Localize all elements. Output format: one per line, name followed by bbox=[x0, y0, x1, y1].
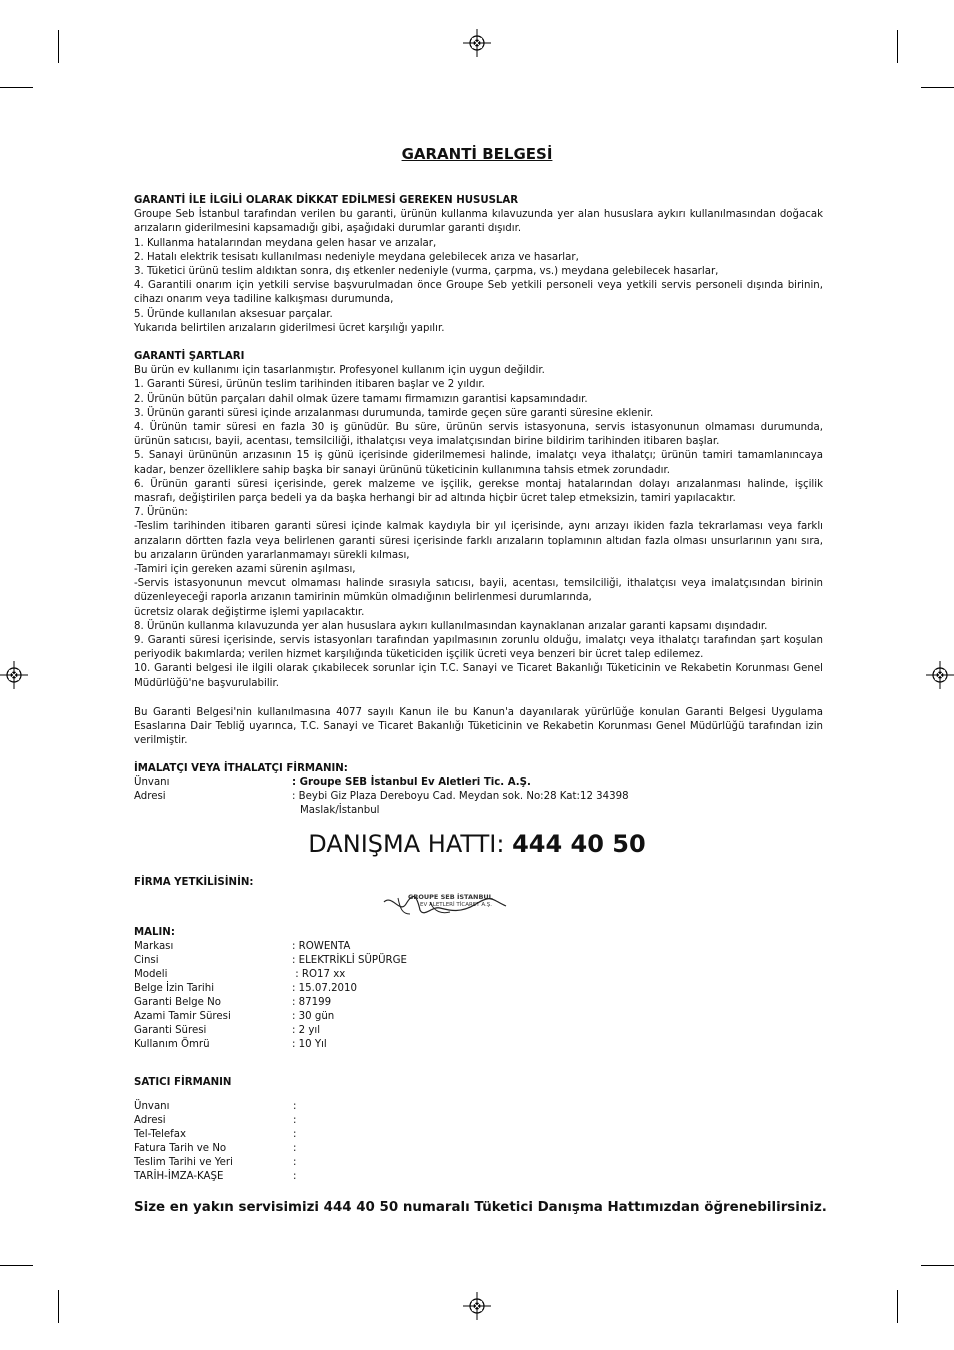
product-row bbox=[134, 1038, 534, 1052]
field-value: : Beybi Giz Plaza Dereboyu Cad. Meydan sok. No:28 Kat:12 34398 bbox=[292, 791, 629, 802]
registration-mark-icon bbox=[0, 661, 28, 689]
section-heading: GARANTİ İLE İLGİLİ OLARAK DİKKAT EDİLMESİ GEREKEN HUSUSLAR bbox=[134, 195, 519, 206]
seller-row bbox=[134, 1142, 534, 1156]
paragraph-line: 2. Ürünün bütün parçaları dahil olmak üzere tamamı firmamızın garantisi kapsamındadır. bbox=[134, 393, 588, 405]
field-label: Ünvanı bbox=[134, 777, 170, 788]
paragraph-line: -Tamiri için gereken azami sürenin aşılması, bbox=[134, 564, 356, 576]
field-label: Garanti Süresi bbox=[134, 1025, 207, 1036]
field-label: Adresi bbox=[134, 1115, 166, 1126]
crop-mark bbox=[0, 1265, 33, 1266]
field-value: : 10 Yıl bbox=[292, 1039, 327, 1050]
paragraph-line: 5. Üründe kullanılan aksesuar parçalar. bbox=[134, 308, 333, 320]
field-label: Adresi bbox=[134, 791, 166, 802]
paragraph-line: verilmiştir. bbox=[134, 735, 188, 747]
seller-row bbox=[134, 1156, 534, 1170]
product-row bbox=[134, 1010, 534, 1024]
registration-mark-icon bbox=[463, 29, 491, 57]
registration-mark-icon bbox=[463, 1292, 491, 1320]
field-value: : bbox=[293, 1101, 297, 1112]
field-value: : Groupe SEB İstanbul Ev Aletleri Tic. A.Ş. bbox=[292, 777, 531, 788]
legal-note bbox=[134, 706, 823, 749]
paragraph-line: Yukarıda belirtilen arızaların giderilmesi ücret karşılığı yapılır. bbox=[134, 322, 445, 334]
paragraph-line: 6. Ürünün garanti süresi içerisinde, gerek malzeme ve işçilik, gerekse montaj hatalarından dolayı arızalanması halinde, işçilik bbox=[134, 478, 823, 490]
field-label: Markası bbox=[134, 941, 174, 952]
paragraph-line: Müdürlüğü'ne başvurulabilir. bbox=[134, 677, 280, 689]
paragraph-line: Groupe Seb İstanbul tarafından verilen bu garanti, ürünün kullanma kılavuzunda yer alan hususlara aykırı kullanılmasından doğacak bbox=[134, 209, 823, 221]
field-value: : 15.07.2010 bbox=[292, 983, 358, 994]
stamp-text: GROUPE SEB İSTANBUL bbox=[408, 893, 493, 901]
paragraph-line: 10. Garanti belgesi ile ilgili olarak çıkabilecek sorunlar için T.C. Sanayi ve Ticaret Bakanlığı Tüketicinin ve Rekabetin Korunması Genel bbox=[134, 663, 823, 675]
paragraph-line: -Servis istasyonunun mevcut olmaması halinde sırasıyla satıcısı, bayii, acentası, temsilciliği, ithalatçısı veya imalatçısından birinin bbox=[134, 578, 823, 590]
field-value: : ROWENTA bbox=[292, 941, 351, 952]
field-label: Ünvanı bbox=[134, 1101, 170, 1112]
product-row bbox=[134, 1024, 534, 1038]
manufacturer-title-row bbox=[134, 776, 734, 790]
field-value: : bbox=[293, 1115, 297, 1126]
crop-mark bbox=[921, 87, 954, 88]
seller-heading: SATICI FİRMANIN bbox=[134, 1077, 232, 1088]
field-label: Modeli bbox=[134, 969, 168, 980]
paragraph-line: -Teslim tarihinden itibaren garanti süresi içinde kalmak kaydıyla bir yıl içerisinde, aynı arızayı ikiden fazla tekrarlaması veya farklı bbox=[134, 521, 823, 533]
paragraph-line: Esaslarına Dair Tebliğ uyarınca, T.C. Sanayi ve Ticaret Bakanlığı Tüketicinin ve Rekabetin Korunması Genel Müdürlüğü tarafından izin bbox=[134, 721, 823, 733]
paragraph-line: düzenleyeceği raporla arızanın tamirinin mümkün olmadığının belirlenmesi durumlarında, bbox=[134, 592, 592, 604]
crop-mark bbox=[0, 87, 33, 88]
field-value: : bbox=[293, 1143, 297, 1154]
field-label: Cinsi bbox=[134, 955, 159, 966]
paragraph-line: ücretsiz olarak değiştirme işlemi yapılacaktır. bbox=[134, 606, 365, 618]
field-value: : 87199 bbox=[292, 997, 332, 1008]
crop-mark bbox=[897, 1290, 898, 1323]
field-label: Garanti Belge No bbox=[134, 997, 222, 1008]
field-label: Fatura Tarih ve No bbox=[134, 1143, 227, 1154]
product-row bbox=[134, 968, 534, 982]
crop-mark bbox=[58, 30, 59, 63]
crop-mark bbox=[921, 1265, 954, 1266]
field-label: Kullanım Ömrü bbox=[134, 1039, 210, 1050]
paragraph-line: ürünün satıcısı, bayii, acentası, temsilciliği, ithalatçısı veya imalatçısından birine bildirim tarihinden itibaren başlar. bbox=[134, 436, 720, 448]
field-value: : ELEKTRİKLİ SÜPÜRGE bbox=[292, 955, 407, 966]
paragraph-line: 4. Garantili onarım için yetkili servise başvurulmadan önce Groupe Seb yetkili personeli veya yetkili servis personeli dışında birinin, bbox=[134, 280, 823, 292]
hotline bbox=[0, 830, 954, 858]
field-value: : 30 gün bbox=[292, 1011, 335, 1022]
product-row bbox=[134, 996, 534, 1010]
warranty-terms-section bbox=[134, 350, 823, 691]
footer-note: Size en yakın servisimizi 444 40 50 numaralı Tüketici Danışma Hattımızdan öğrenebilirsiniz. bbox=[134, 1200, 827, 1215]
seller-row bbox=[134, 1128, 534, 1142]
warranty-notes-section bbox=[134, 194, 823, 336]
field-value: : bbox=[293, 1129, 297, 1140]
paragraph-line: 8. Ürünün kullanma kılavuzunda yer alan hususlara aykırı kullanılmasından kaynaklanan arızalar garanti kapsamı dışındadır. bbox=[134, 620, 768, 632]
section-heading: GARANTİ ŞARTLARI bbox=[134, 351, 245, 362]
manufacturer-heading: İMALATÇI VEYA İTHALATÇI FİRMANIN: bbox=[134, 763, 348, 774]
product-row bbox=[134, 954, 534, 968]
field-value: : bbox=[293, 1171, 297, 1182]
hotline-number: 444 40 50 bbox=[512, 830, 646, 858]
paragraph-line: Bu Garanti Belgesi'nin kullanılmasına 4077 sayılı Kanun ile bu Kanun'a dayanılarak yürürlüğe konulan Garanti Belgesi Uygulama bbox=[134, 707, 823, 718]
paragraph-line: bu arızaların üründen yararlanmamayı sürekli kılması, bbox=[134, 549, 410, 561]
address-line-2: Maslak/İstanbul bbox=[300, 805, 380, 816]
page-title: GARANTİ BELGESİ bbox=[401, 145, 553, 163]
paragraph-line: 7. Ürünün: bbox=[134, 507, 188, 519]
paragraph-line: 1. Garanti Süresi, ürünün teslim tarihinden itibaren başlar ve 2 yıldır. bbox=[134, 379, 485, 391]
paragraph-line: arızaların dörtten fazla veya belirlenen garanti süresi içerisinde farklı arızaların toplamının altıdan fazla olması unsurlarının yanı sıra, bbox=[134, 535, 823, 547]
paragraph-line: 9. Garanti süresi içerisinde, servis istasyonları tarafından yapılmasının zorunlu olduğu, imalatçı veya ithalatçı tarafından şart koşulan bbox=[134, 635, 823, 647]
field-label: TARİH-İMZA-KAŞE bbox=[134, 1171, 224, 1182]
crop-mark bbox=[897, 30, 898, 63]
paragraph-line: 3. Ürünün garanti süresi içinde arızalanması durumunda, tamirde geçen süre garanti süresine eklenir. bbox=[134, 407, 654, 419]
paragraph-line: kadar, benzer özelliklere sahip başka bir sanayi ürününü tüketicinin kullanımına tahsis etmek zorundadır. bbox=[134, 464, 670, 476]
paragraph-line: 2. Hatalı elektrik tesisatı kullanılması nedeniyle meydana gelebilecek arıza ve hasarlar, bbox=[134, 251, 579, 263]
paragraph-line: 3. Tüketici ürünü teslim aldıktan sonra, dış etkenler nedeniyle (vurma, çarpma, vs.) meydana gelebilecek hasarlar, bbox=[134, 266, 719, 278]
product-row bbox=[134, 982, 534, 996]
field-label: Azami Tamir Süresi bbox=[134, 1011, 231, 1022]
field-label: Teslim Tarihi ve Yeri bbox=[134, 1157, 233, 1168]
paragraph-line: 5. Sanayi ürününün arızasının 15 iş günü içerisinde giderilmemesi halinde, imalatçı veya ithalatçı; ürünün tamiri tamamlanıncaya bbox=[134, 450, 823, 462]
field-value: : 2 yıl bbox=[292, 1025, 321, 1036]
product-row bbox=[134, 940, 534, 954]
seller-row bbox=[134, 1100, 534, 1114]
product-heading: MALIN: bbox=[134, 927, 175, 938]
seller-row bbox=[134, 1170, 534, 1184]
signatory-heading: FİRMA YETKİLİSİNİN: bbox=[134, 877, 254, 888]
manufacturer-address-row bbox=[134, 790, 734, 804]
paragraph-line: Bu ürün ev kullanımı için tasarlanmıştır. Profesyonel kullanım için uygun değildir. bbox=[134, 365, 545, 377]
field-value: : RO17 xx bbox=[292, 969, 346, 980]
crop-mark bbox=[58, 1290, 59, 1323]
field-value: : bbox=[293, 1157, 297, 1168]
paragraph-line: cihazı onarım veya tadiline kalkışması durumunda, bbox=[134, 294, 394, 306]
field-label: Belge İzin Tarihi bbox=[134, 983, 215, 994]
paragraph-line: periyodik bakımlarda; verilen hizmet karşılığında tüketiciden işçilik ücreti veya benzeri bir ücret talep edilemez. bbox=[134, 649, 704, 661]
hotline-label: DANIŞMA HATTI: bbox=[308, 830, 505, 858]
paragraph-line: 1. Kullanma hatalarından meydana gelen hasar ve arızalar, bbox=[134, 237, 437, 249]
seller-row bbox=[134, 1114, 534, 1128]
registration-mark-icon bbox=[926, 661, 954, 689]
paragraph-line: masrafı, değiştirilen parça bedeli ya da başka herhangi bir ad altında hiçbir ücret talep etmeksizin, tamiri yapılacaktır. bbox=[134, 493, 736, 505]
company-stamp-signature bbox=[380, 884, 510, 924]
stamp-text: EV ALETLERİ TİCARET A.Ş. bbox=[420, 902, 493, 908]
paragraph-line: 4. Ürünün tamir süresi en fazla 30 iş günüdür. Bu süre, ürünün servis istasyonuna, servis istasyonunun olmaması durumunda, bbox=[134, 422, 823, 434]
field-label: Tel-Telefax bbox=[134, 1129, 187, 1140]
paragraph-line: arızaların giderilmesini kapsamadığı gibi, aşağıdaki durumlar garanti dışıdır. bbox=[134, 223, 522, 235]
